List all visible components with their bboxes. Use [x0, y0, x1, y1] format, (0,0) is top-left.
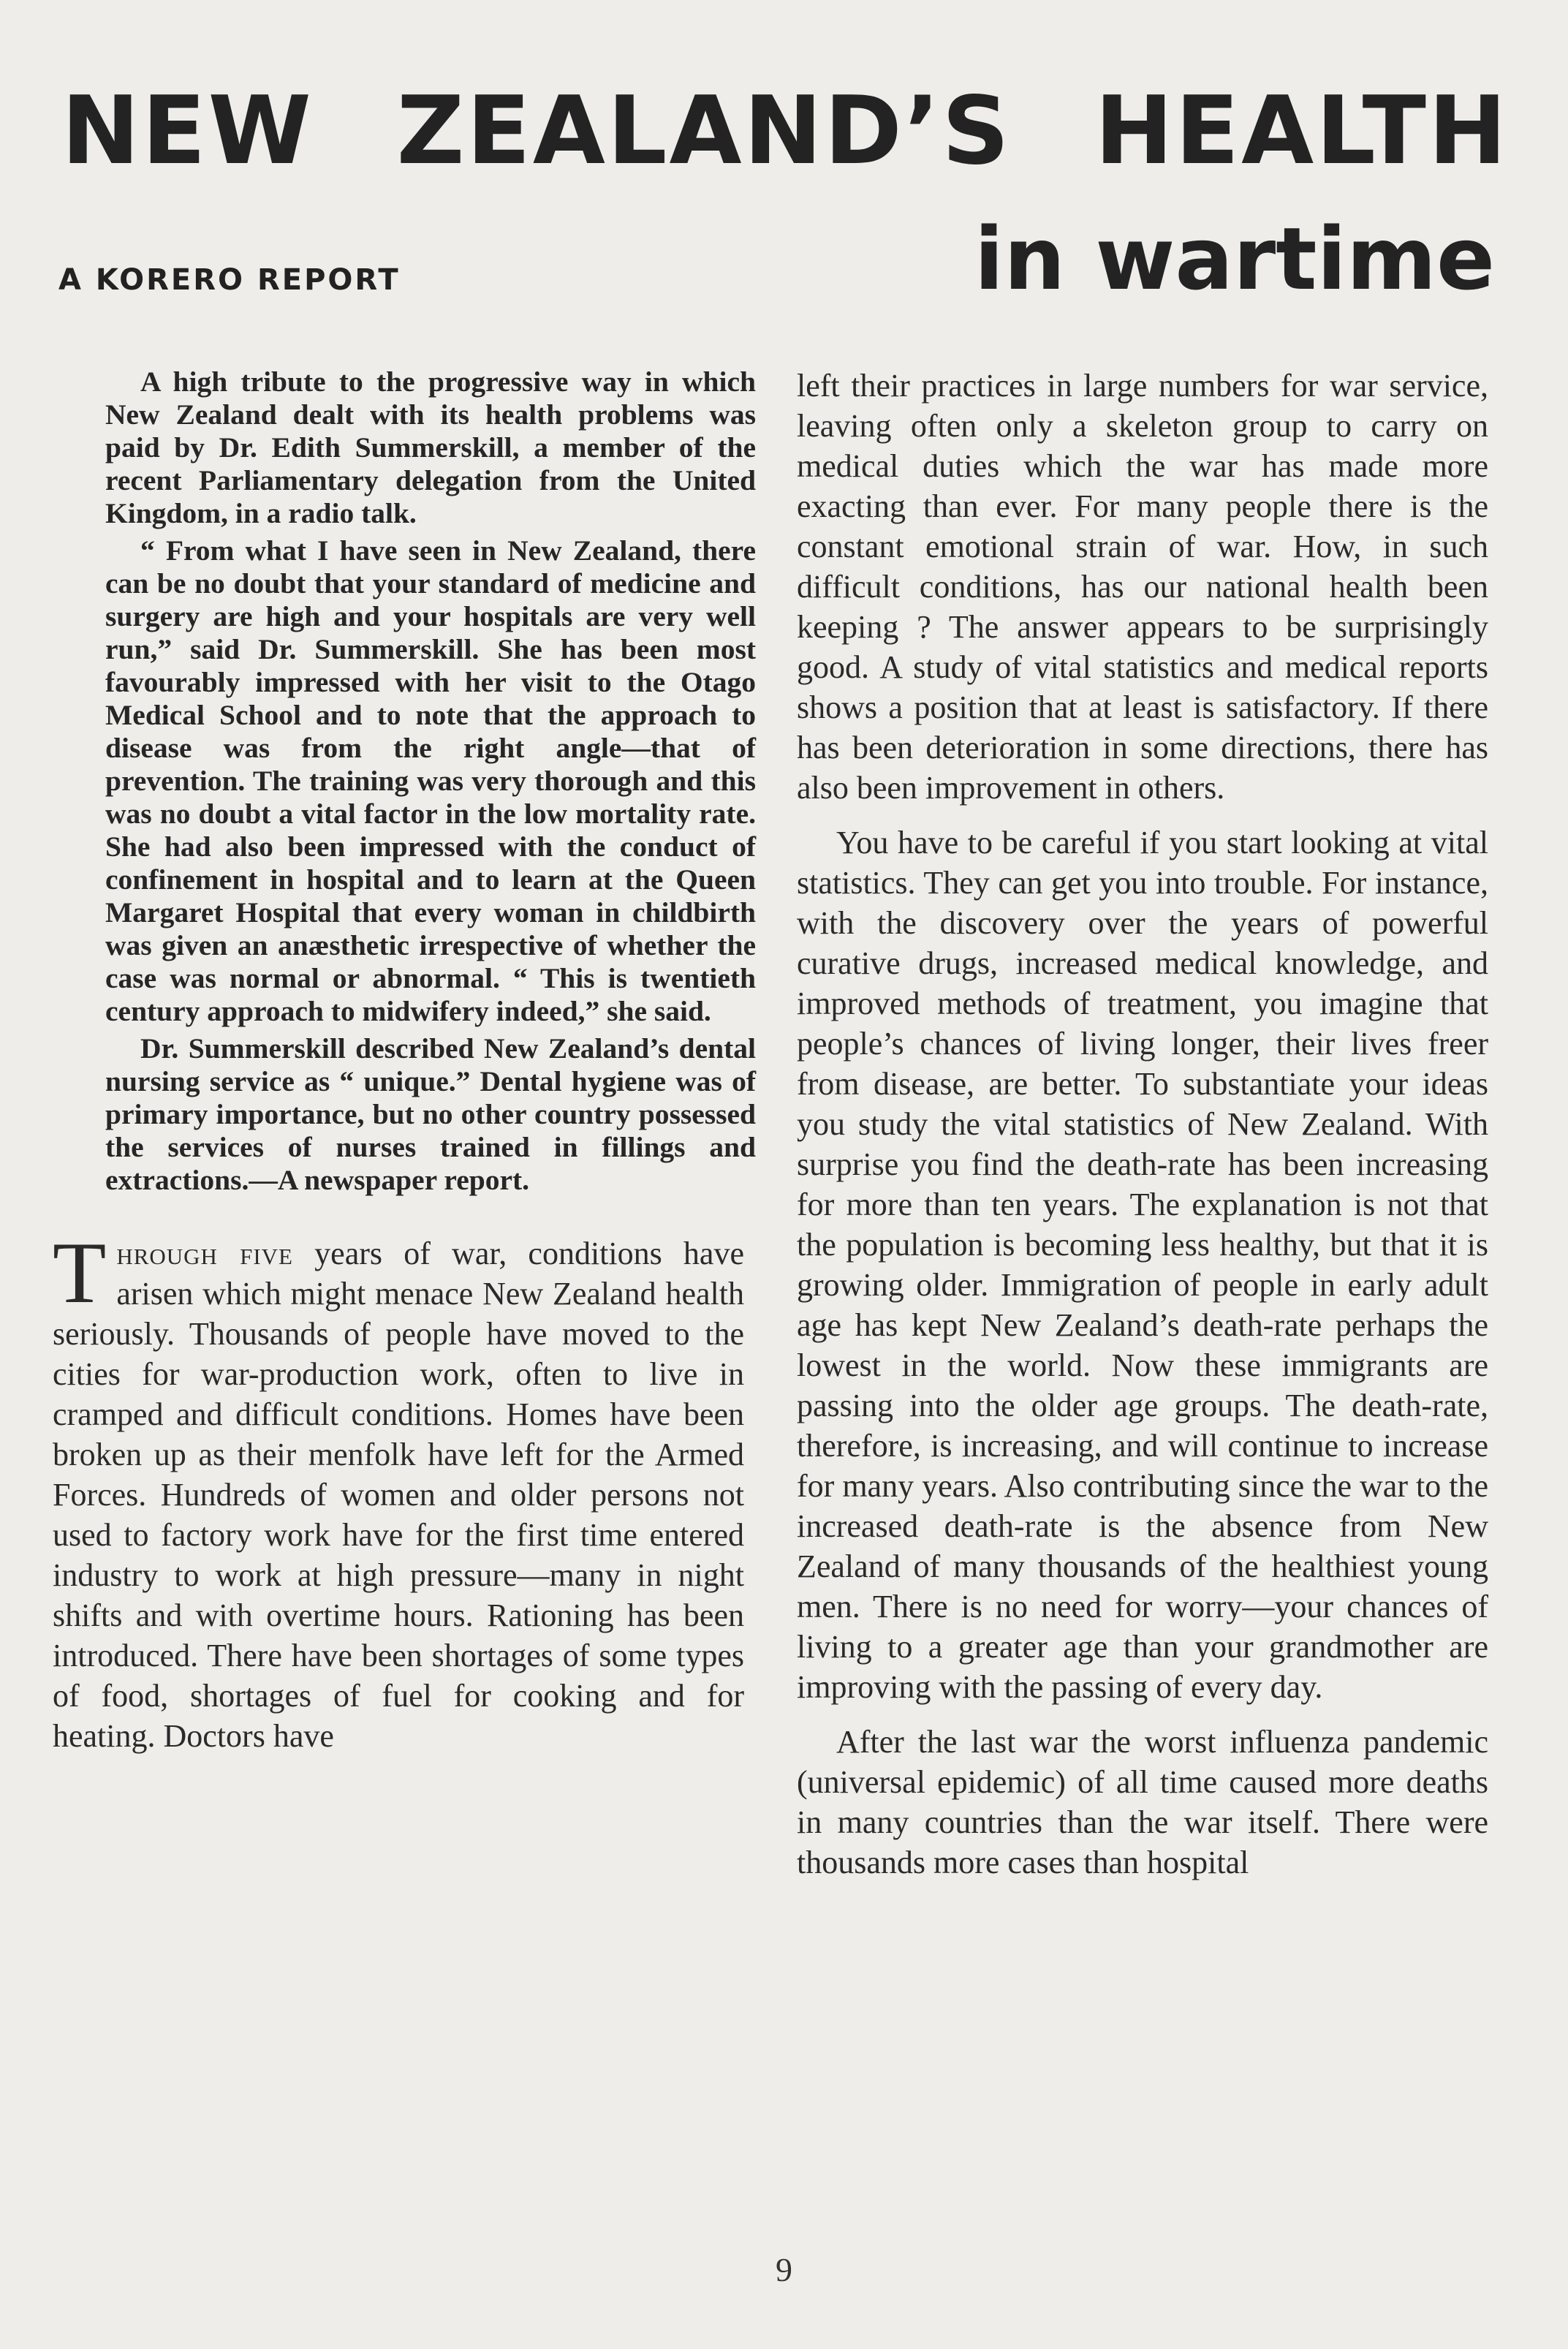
subheadline: in wartime — [974, 208, 1495, 309]
article-paragraph: left their practices in large numbers for war service, leaving often only a skeleton group to carry on medical duties which the war has made more exacting than ever. For many people there is the constant emotional strain of war. How, in such difficult conditions, has our national health been keeping ? The answer appears to be surprisingly good. A study of vital statistics and medical reports shows a position that at least is satisfactory. If there has been deterioration in some directions, there has also been improvement in others. — [797, 368, 1488, 806]
article-paragraph — [53, 1224, 744, 1756]
quote-paragraph: A high tribute to the progressive way in which New Zealand dealt with its health problems was paid by Dr. Edith Summerskill, a member of the recent Parliamentary delegation from the United Kingdom, in a radio talk. — [105, 366, 756, 529]
quote-box — [105, 366, 756, 1197]
article-body-left — [53, 1224, 744, 1756]
headline: NEW ZEALAND’S HEALTH — [61, 77, 1509, 186]
article-text: years of war, conditions have arisen which might menace New Zealand health seriously. Thousands of people have moved to the cities for war-production work, often to live in cramped and difficult conditions. Homes have been broken up as their menfolk have left for the Armed Forces. Hundreds of women and older persons not used to factory work have for the first time entered industry to work at high pressure—many in night shifts and with overtime hours. Rationing has been introduced. There have been shortages of some types of food, shortages of fuel for cooking and for heating. Doctors have — [53, 1236, 744, 1754]
right-column — [797, 366, 1488, 1897]
left-column — [53, 366, 756, 1771]
kicker-label: A KORERO REPORT — [58, 263, 401, 297]
page-number: 9 — [776, 2251, 792, 2288]
article-paragraph: You have to be careful if you start looking at vital statistics. They can get you into trouble. For instance, with the discovery over the years of powerful curative drugs, increased medical knowledge, and improved methods of treatment, you imagine that people’s chances of living longer, their lives freer from disease, are better. To substantiate your ideas you study the vital statistics of New Zealand. With surprise you find the death-rate has been increasing for more than ten years. The explanation is not that the population is becoming less healthy, but that it is growing older. Immigration of people in early adult age has kept New Zealand’s death-rate perhaps the lowest in the world. Now these immigrants are passing into the older age groups. The death-rate, therefore, is increasing, and will continue to increase for many years. Also contributing since the war to the increased death-rate is the absence from New Zealand of many thousands of the healthiest young men. There is no need for worry—your chances of living to a greater age than your grandmother are improving with the passing of every day. — [797, 825, 1488, 1705]
quote-paragraph: “ From what I have seen in New Zealand, there can be no doubt that your standard of medicine and surgery are high and your hospitals are very well run,” said Dr. Summerskill. She has been most favourably impressed with her visit to the Otago Medical School and to note that the approach to disease was from the right angle—that of prevention. The training was very thorough and this was no doubt a vital factor in the low mortality rate. She had also been impressed with the conduct of confinement in hospital and to learn at the Queen Margaret Hospital that every woman in childbirth was given an anæsthetic irrespective of whether the case was normal or abnormal. “ This is twentieth century approach to midwifery indeed,” she said. — [105, 534, 756, 1027]
quote-paragraph: Dr. Summerskill described New Zealand’s dental nursing service as “ unique.” Dental hygiene was of primary importance, but no other country possessed the services of nurses trained in fillings and extractions.—A newspaper report. — [105, 1032, 756, 1196]
article-body-right — [797, 366, 1488, 1883]
article-paragraph: After the last war the worst influenza pandemic (universal epidemic) of all time caused more deaths in many countries than the war itself. There were thousands more cases than hospital — [797, 1724, 1488, 1880]
drop-cap: T — [53, 1224, 107, 1321]
lead-in: hrough five — [116, 1236, 293, 1271]
